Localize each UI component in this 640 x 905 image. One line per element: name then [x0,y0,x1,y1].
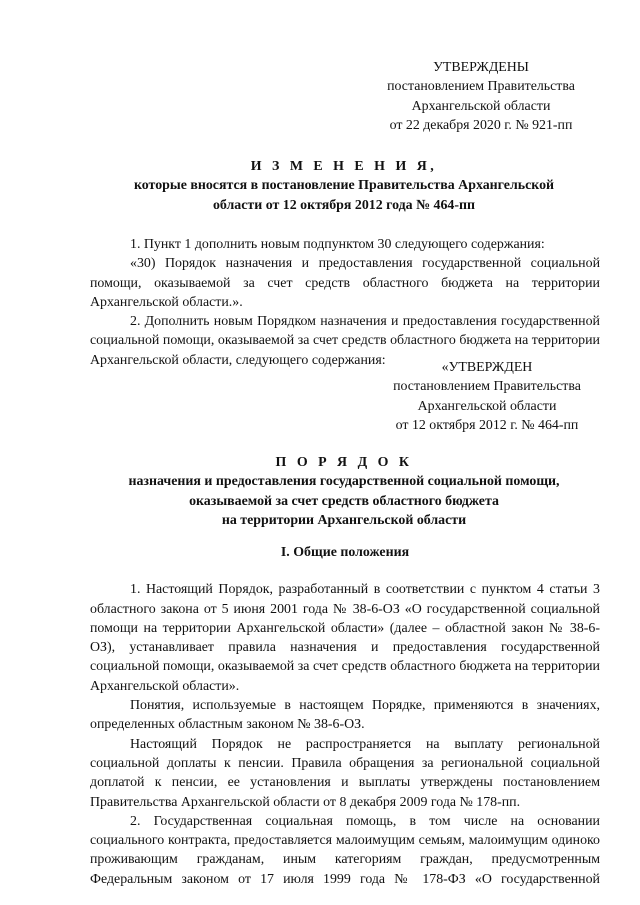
order-heading: П О Р Я Д О К [275,455,413,470]
approval-top-line3: Архангельской области [411,98,551,114]
changes-item-1-quote: «30) Порядок назначения и предоставления государственной социальной помощи, оказываемой за счет средств областного бюджета на территории Архангельской области.». [90,256,600,310]
order-title-line1: назначения и предоставления государственной социальной помощи, [128,474,560,490]
section-1-paragraph-3: Настоящий Порядок не распространяется на выплату региональной социальной доплаты к пенсии. Правила обращения за региональной социальной доплатой к пенсии, ее установления и выплаты утверждены постановлением Правительства Архангельской области от 8 декабря 2009 года № 178-пп. [90,736,600,810]
section-1-paragraph-1: 1. Настоящий Порядок, разработанный в соответствии с пунктом 4 статьи 3 областного закона от 5 июня 2001 года № 38-6-ОЗ «О государственной социальной помощи на территории Архангельской области» (далее – областной закон № 38-6-ОЗ), устанавливает правила назначения и предоставления государственной социальной помощи, оказываемой за счет средств областного бюджета на территории Архангельской области». [90,582,600,694]
approval-inner-line3: Архангельской области [417,398,557,414]
order-title-line3: на территории Архангельской области [221,512,467,528]
section-spacer [90,562,600,580]
section-1 [90,543,600,889]
changes-item-1: 1. Пункт 1 дополнить новым подпунктом 30 следующего содержания: [130,237,545,252]
section-1-paragraph-4: 2. Государственная социальная помощь, в том числе на основании социального контракта, предоставляется малоимущим семьям, малоимущим одиноко проживающим гражданам, иным категориям граждан, предусмотренным Федеральным законом от 17 июля 1999 года № 178-ФЗ «О государственной [90,813,600,887]
changes-title-line2: области от 12 октября 2012 года № 464-пп [212,197,476,213]
section-1-paragraph-2: Понятия, используемые в настоящем Порядке, применяются в значениях, определенных областным законом № 38-6-ОЗ. [90,698,600,733]
approval-stamp-inner [378,358,596,435]
approval-inner-line2: постановлением Правительства [393,379,581,395]
approval-top-line4: от 22 декабря 2020 г. № 921-пп [389,117,573,133]
changes-heading: И З М Е Н Е Н И Я, [250,159,438,174]
order-title-line2: оказываемой за счет средств областного бюджета [189,493,499,509]
changes-title-line1: которые вносятся в постановление Правительства Архангельской [133,178,555,194]
order-title [88,453,600,530]
approval-inner-line1: «УТВЕРЖДЕН [441,360,533,375]
changes-title [88,157,600,215]
approval-stamp-top [372,58,590,135]
changes-item-2: 2. Дополнить новым Порядком назначения и предоставления государственной социальной помощи, оказываемой за счет средств областного бюджета на территории Архангельской области, следующего содержания: [90,314,600,368]
approval-top-line2: постановлением Правительства [387,79,575,95]
section-1-title: I. Общие положения [280,545,410,560]
approval-inner-line4: от 12 октября 2012 г. № 464-пп [395,417,579,433]
approval-top-line1: УТВЕРЖДЕНЫ [433,60,529,75]
changes-items [90,235,600,370]
